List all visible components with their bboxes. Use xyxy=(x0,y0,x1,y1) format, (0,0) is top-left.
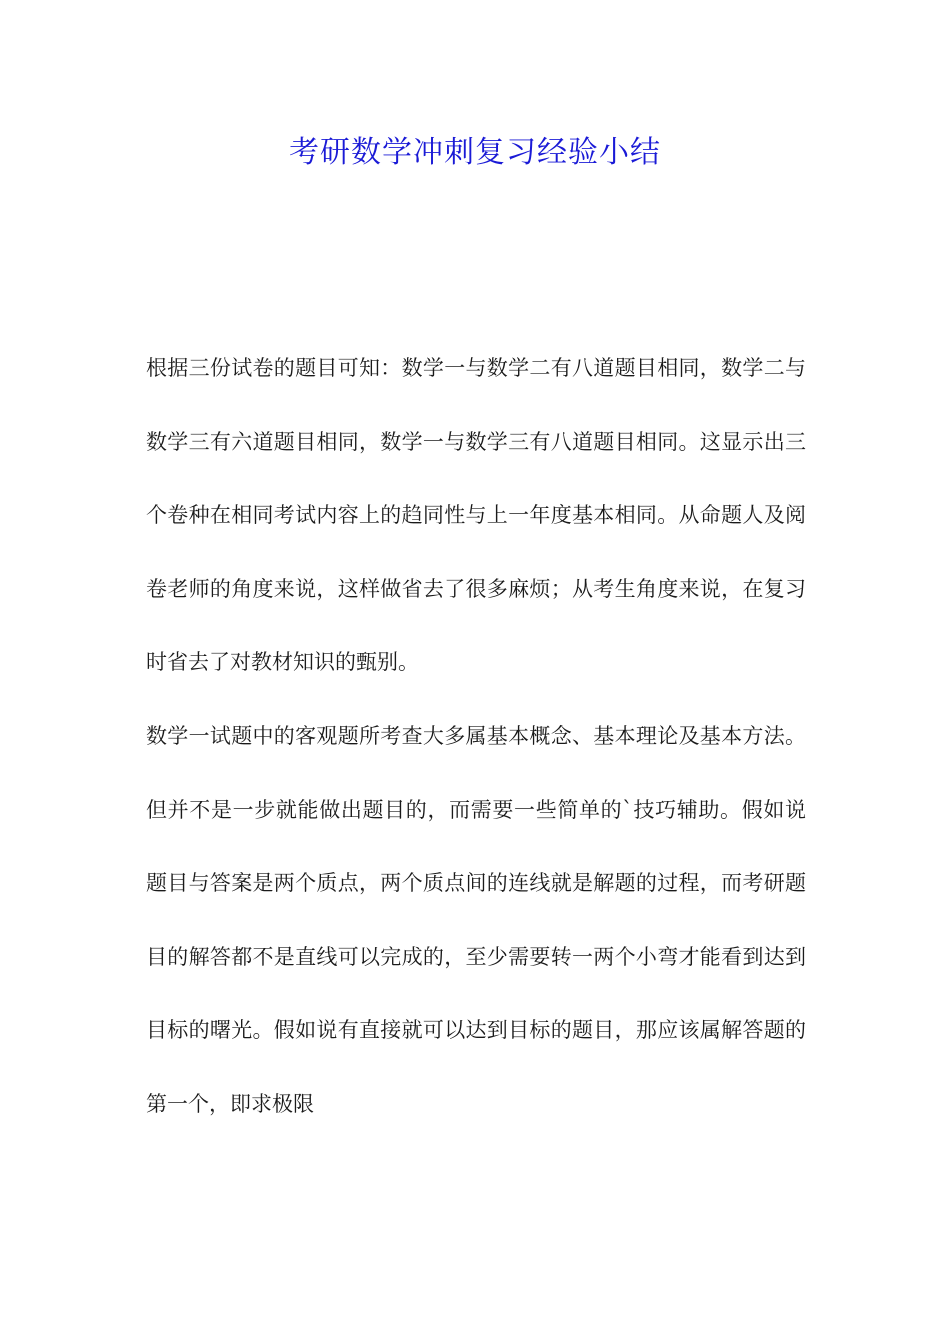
paragraph-2: 数学一试题中的客观题所考查大多属基本概念、基本理论及基本方法。但并不是一步就能做出题目的，而需要一些简单的`技巧辅助。假如说题目与答案是两个质点，两个质点间的连线就是解题的过程，而考研题目的解答都不是直线可以完成的，至少需要转一两个小弯才能看到达到目标的曙光。假如说有直接就可以达到目标的题目，那应该属解答题的第一个，即求极限 xyxy=(146,723,806,1116)
document-body xyxy=(146,332,806,1142)
paragraph-1: 根据三份试卷的题目可知：数学一与数学二有八道题目相同，数学二与数学三有六道题目相同，数学一与数学三有八道题目相同。这显示出三个卷种在相同考试内容上的趋同性与上一年度基本相同。从命题人及阅卷老师的角度来说，这样做省去了很多麻烦；从考生角度来说，在复习时省去了对教材知识的甄别。 xyxy=(146,356,806,675)
document-title: 考研数学冲刺复习经验小结 xyxy=(289,135,661,170)
